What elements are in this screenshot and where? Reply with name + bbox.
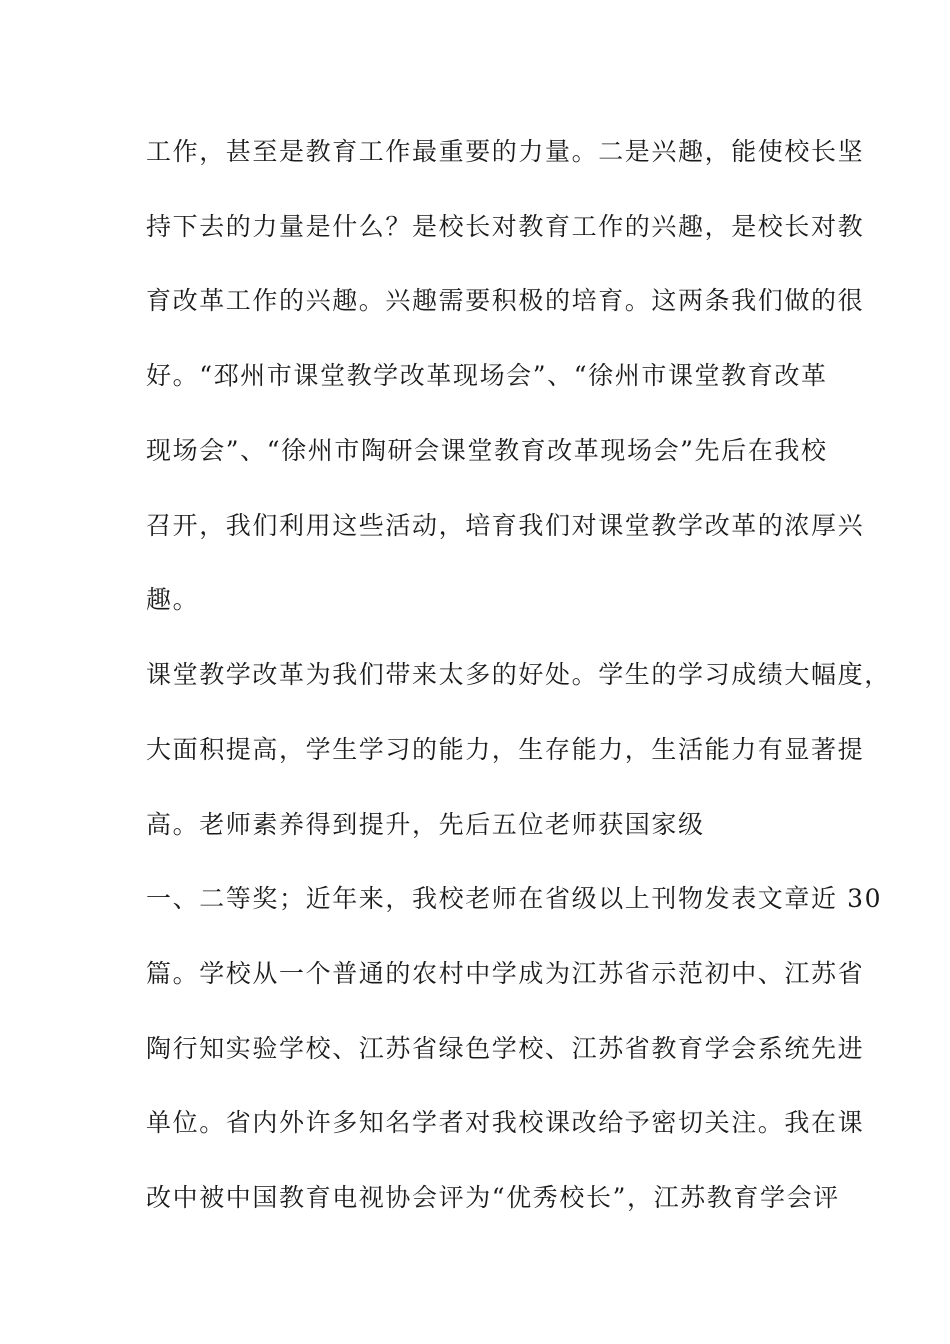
- text-line: 高。老师素养得到提升，先后五位老师获国家级: [146, 810, 705, 839]
- text-line: 育改革工作的兴趣。兴趣需要积极的培育。这两条我们做的很: [146, 286, 865, 315]
- text-line: 召开，我们利用这些活动，培育我们对课堂教学改革的浓厚兴: [146, 511, 865, 540]
- text-line: 一、二等奖；近年来，我校老师在省级以上刊物发表文章近 30: [146, 884, 883, 913]
- text-line: 陶行知实验学校、江苏省绿色学校、江苏省教育学会系统先进: [146, 1034, 865, 1063]
- text-line: 持下去的力量是什么？是校长对教育工作的兴趣，是校长对教: [146, 212, 865, 241]
- text-line: 工作，甚至是教育工作最重要的力量。二是兴趣，能使校长坚: [146, 137, 865, 166]
- text-line: 趣。: [146, 585, 200, 614]
- text-line: 改中被中国教育电视协会评为“优秀校长”，江苏教育学会评: [146, 1183, 840, 1212]
- text-line: 大面积提高，学生学习的能力，生存能力，生活能力有显著提: [146, 735, 865, 764]
- text-line: 课堂教学改革为我们带来太多的好处。学生的学习成绩大幅度，: [146, 660, 891, 689]
- text-line: 现场会”、“徐州市陶研会课堂教育改革现场会”先后在我校: [146, 436, 828, 465]
- text-line: 好。“邳州市课堂教学改革现场会”、“徐州市课堂教育改革: [146, 361, 828, 390]
- text-line: 单位。省内外许多知名学者对我校课改给予密切关注。我在课: [146, 1108, 865, 1137]
- text-line: 篇。学校从一个普通的农村中学成为江苏省示范初中、江苏省: [146, 959, 865, 988]
